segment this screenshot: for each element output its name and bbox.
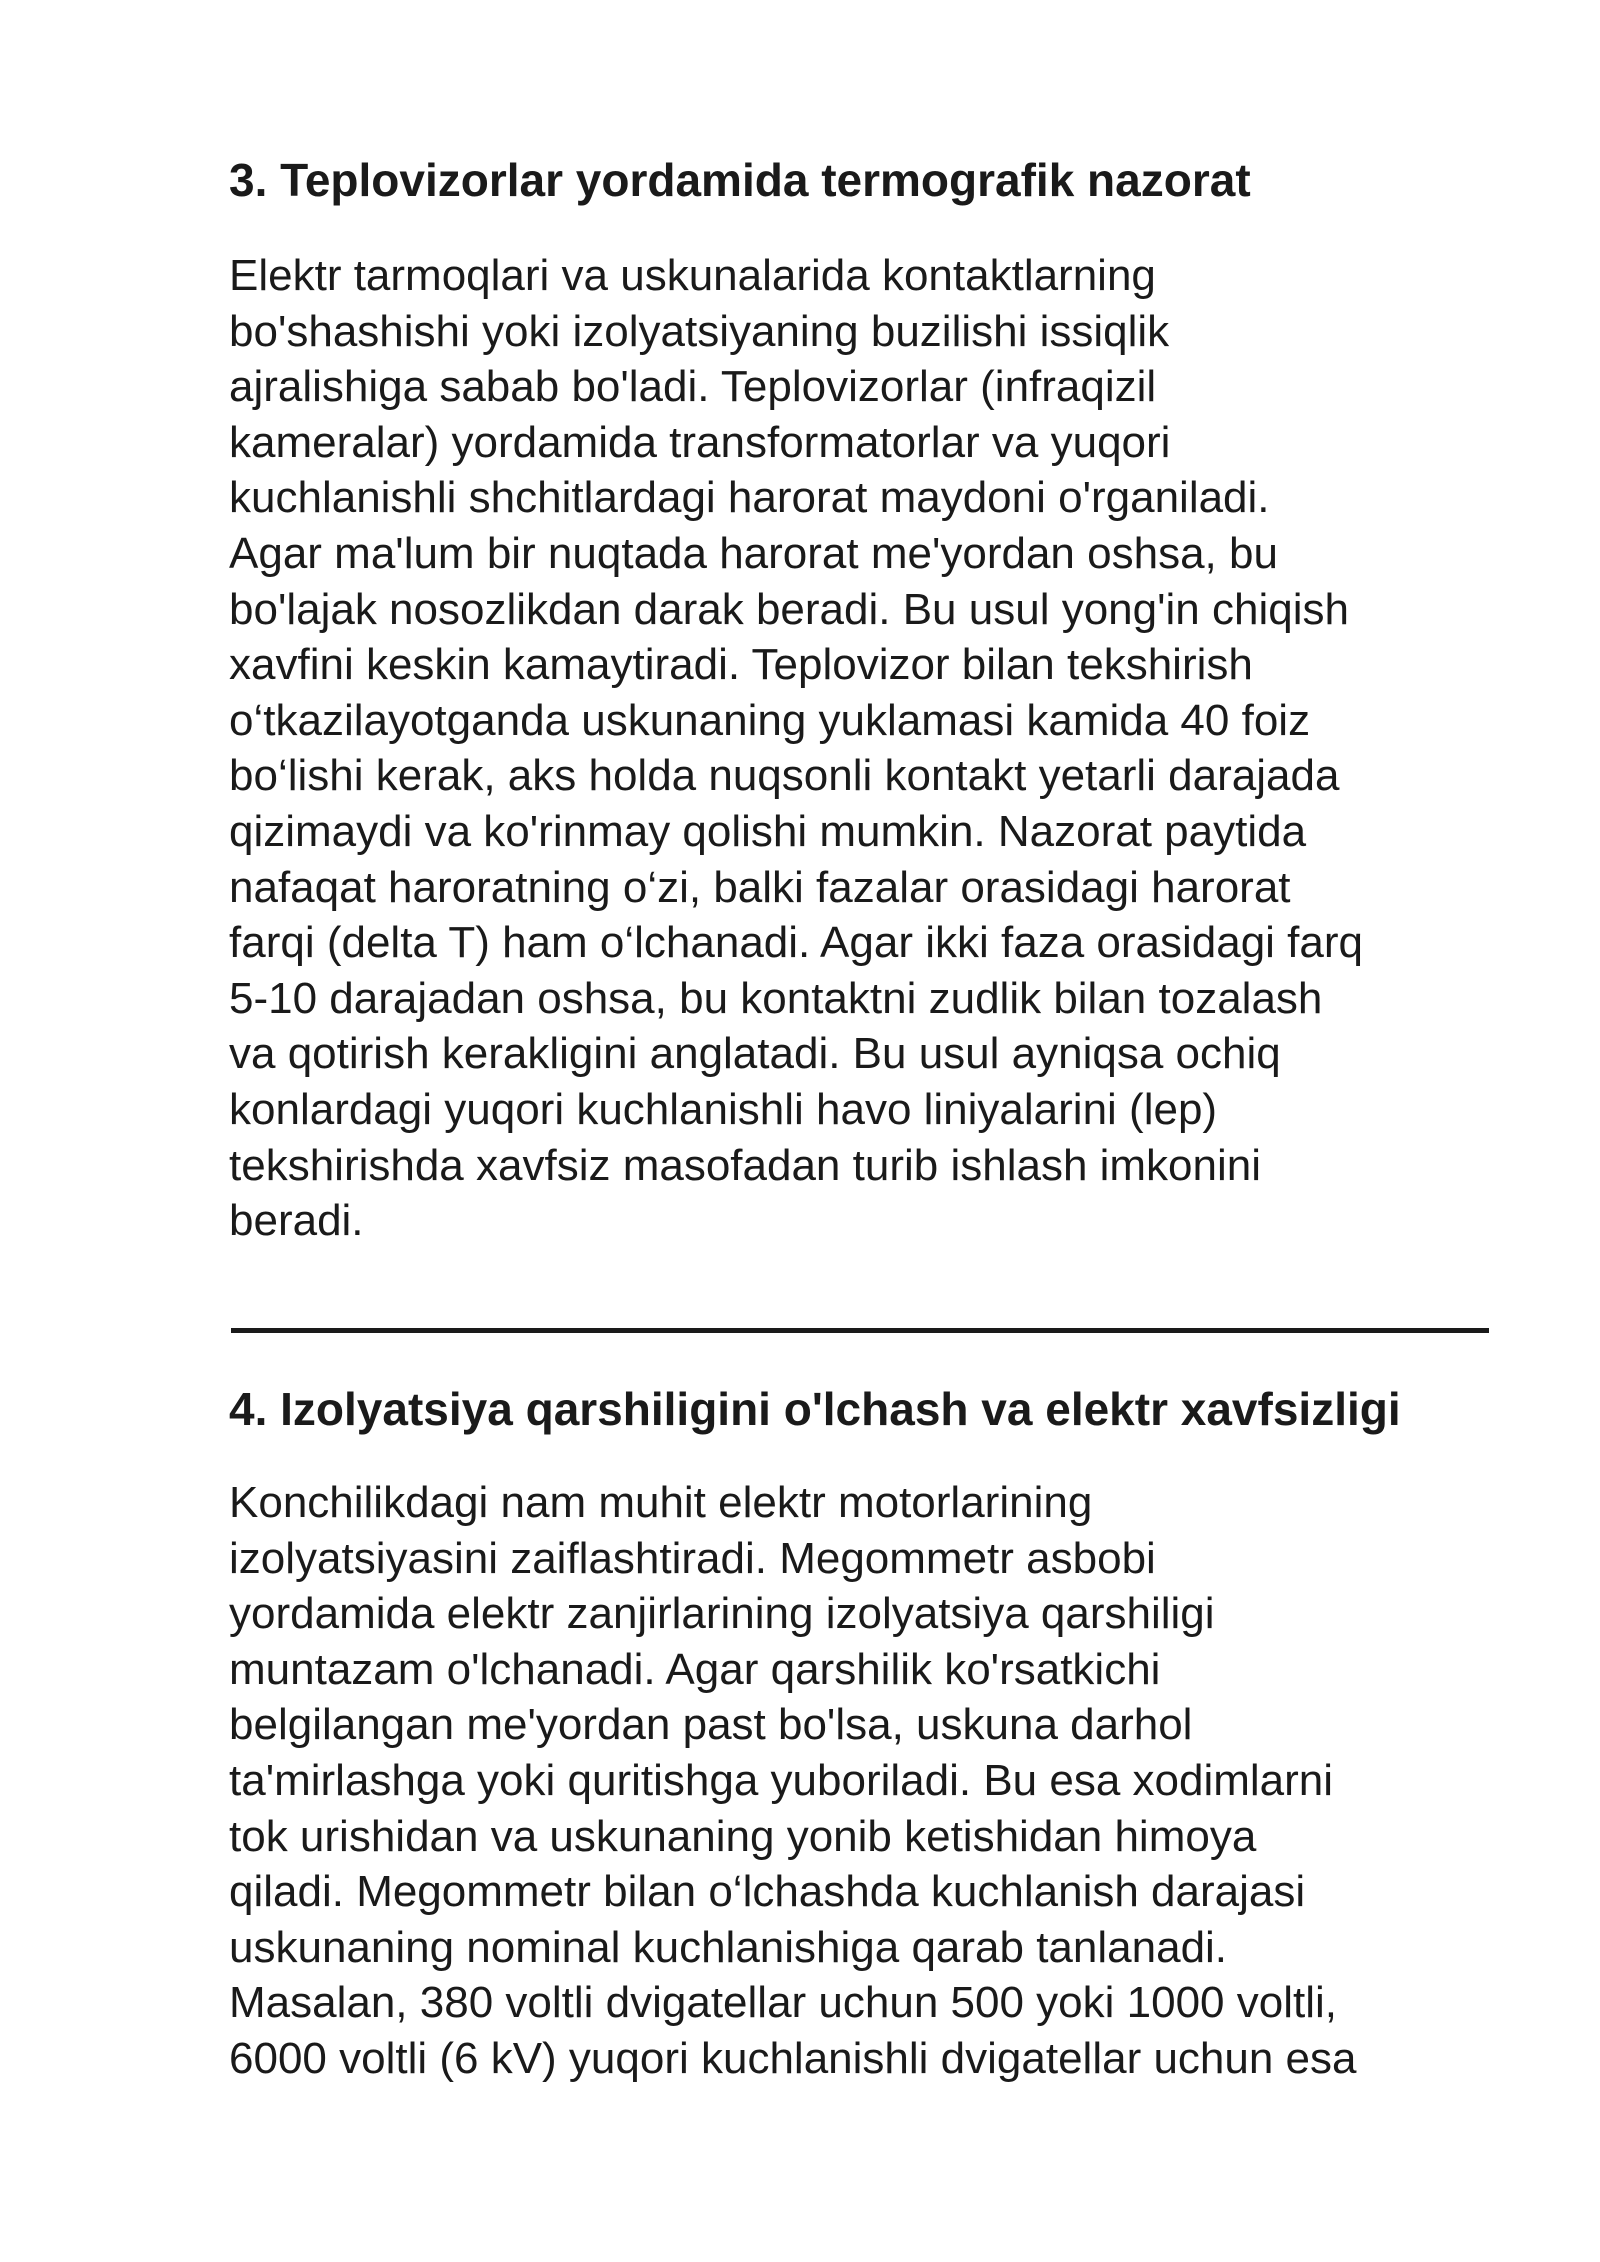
paragraph-line: xavfini keskin kamaytiradi. Teplovizor bilan tekshirish xyxy=(229,640,1253,690)
paragraph-line: qizimaydi va ko'rinmay qolishi mumkin. Nazorat paytida xyxy=(229,806,1307,856)
paragraph-line: va qotirish kerakligini anglatadi. Bu usul ayniqsa ochiq xyxy=(229,1029,1281,1079)
paragraph-line: 5-10 darajadan oshsa, bu kontaktni zudlik bilan tozalash xyxy=(229,973,1323,1023)
paragraph-line: o‘tkazilayotganda uskunaning yuklamasi kamida 40 foiz xyxy=(229,695,1311,745)
paragraph-line: Agar ma'lum bir nuqtada harorat me'yordan oshsa, bu xyxy=(229,528,1278,578)
paragraph-line: 6000 voltli (6 kV) yuqori kuchlanishli dvigatellar uchun esa xyxy=(229,2033,1357,2083)
paragraph-line: qiladi. Megommetr bilan o‘lchashda kuchlanish darajasi xyxy=(229,1867,1306,1917)
paragraph-line: tok urishidan va uskunaning yonib ketishidan himoya xyxy=(229,1811,1257,1861)
paragraph-line: bo‘lishi kerak, aks holda nuqsonli kontakt yetarli darajada xyxy=(229,751,1340,801)
paragraph-line: ajralishiga sabab bo'ladi. Teplovizorlar (infraqizil xyxy=(229,362,1157,412)
paragraph-line: Masalan, 380 voltli dvigatellar uchun 500 yoki 1000 voltli, xyxy=(229,1978,1337,2028)
paragraph-line: ta'mirlashga yoki quritishga yuboriladi. Bu esa xodimlarni xyxy=(229,1755,1334,1805)
paragraph-line: muntazam o'lchanadi. Agar qarshilik ko'rsatkichi xyxy=(229,1644,1161,1694)
paragraph-line: Konchilikdagi nam muhit elektr motorlarining xyxy=(229,1478,1093,1527)
paragraph-line: tekshirishda xavfsiz masofadan turib ishlash imkonini xyxy=(229,1140,1262,1190)
paragraph-line: belgilangan me'yordan past bo'lsa, uskuna darhol xyxy=(229,1700,1193,1750)
paragraph-line: kuchlanishli shchitlardagi harorat maydoni o'rganiladi. xyxy=(229,473,1270,523)
paragraph-line: kameralar) yordamida transformatorlar va yuqori xyxy=(229,417,1171,467)
paragraph-line: farqi (delta T) ham o‘lchanadi. Agar ikki faza orasidagi farq xyxy=(229,918,1363,968)
paragraph-line: nafaqat haroratning o‘zi, balki fazalar orasidagi harorat xyxy=(229,862,1291,912)
section-divider xyxy=(231,1328,1489,1333)
section-3-heading: 3. Teplovizorlar yordamida termografik nazorat xyxy=(229,154,1251,206)
section-4-paragraph xyxy=(229,1475,1569,2087)
paragraph-line: beradi. xyxy=(229,1196,364,1246)
paragraph-line: Elektr tarmoqlari va uskunalarida kontaktlarning xyxy=(229,251,1156,300)
paragraph-line: bo'shashishi yoki izolyatsiyaning buzilishi issiqlik xyxy=(229,306,1170,356)
paragraph-line: uskunaning nominal kuchlanishiga qarab tanlanadi. xyxy=(229,1922,1228,1972)
paragraph-line: izolyatsiyasini zaiflashtiradi. Megommetr asbobi xyxy=(229,1533,1156,1583)
section-4-heading: 4. Izolyatsiya qarshiligini o'lchash va elektr xavfsizligi xyxy=(229,1383,1401,1435)
paragraph-line: bo'lajak nosozlikdan darak beradi. Bu usul yong'in chiqish xyxy=(229,584,1349,634)
paragraph-line: konlardagi yuqori kuchlanishli havo liniyalarini (lep) xyxy=(229,1084,1218,1134)
paragraph-line: yordamida elektr zanjirlarining izolyatsiya qarshiligi xyxy=(229,1589,1215,1639)
section-3-paragraph xyxy=(229,248,1569,1249)
